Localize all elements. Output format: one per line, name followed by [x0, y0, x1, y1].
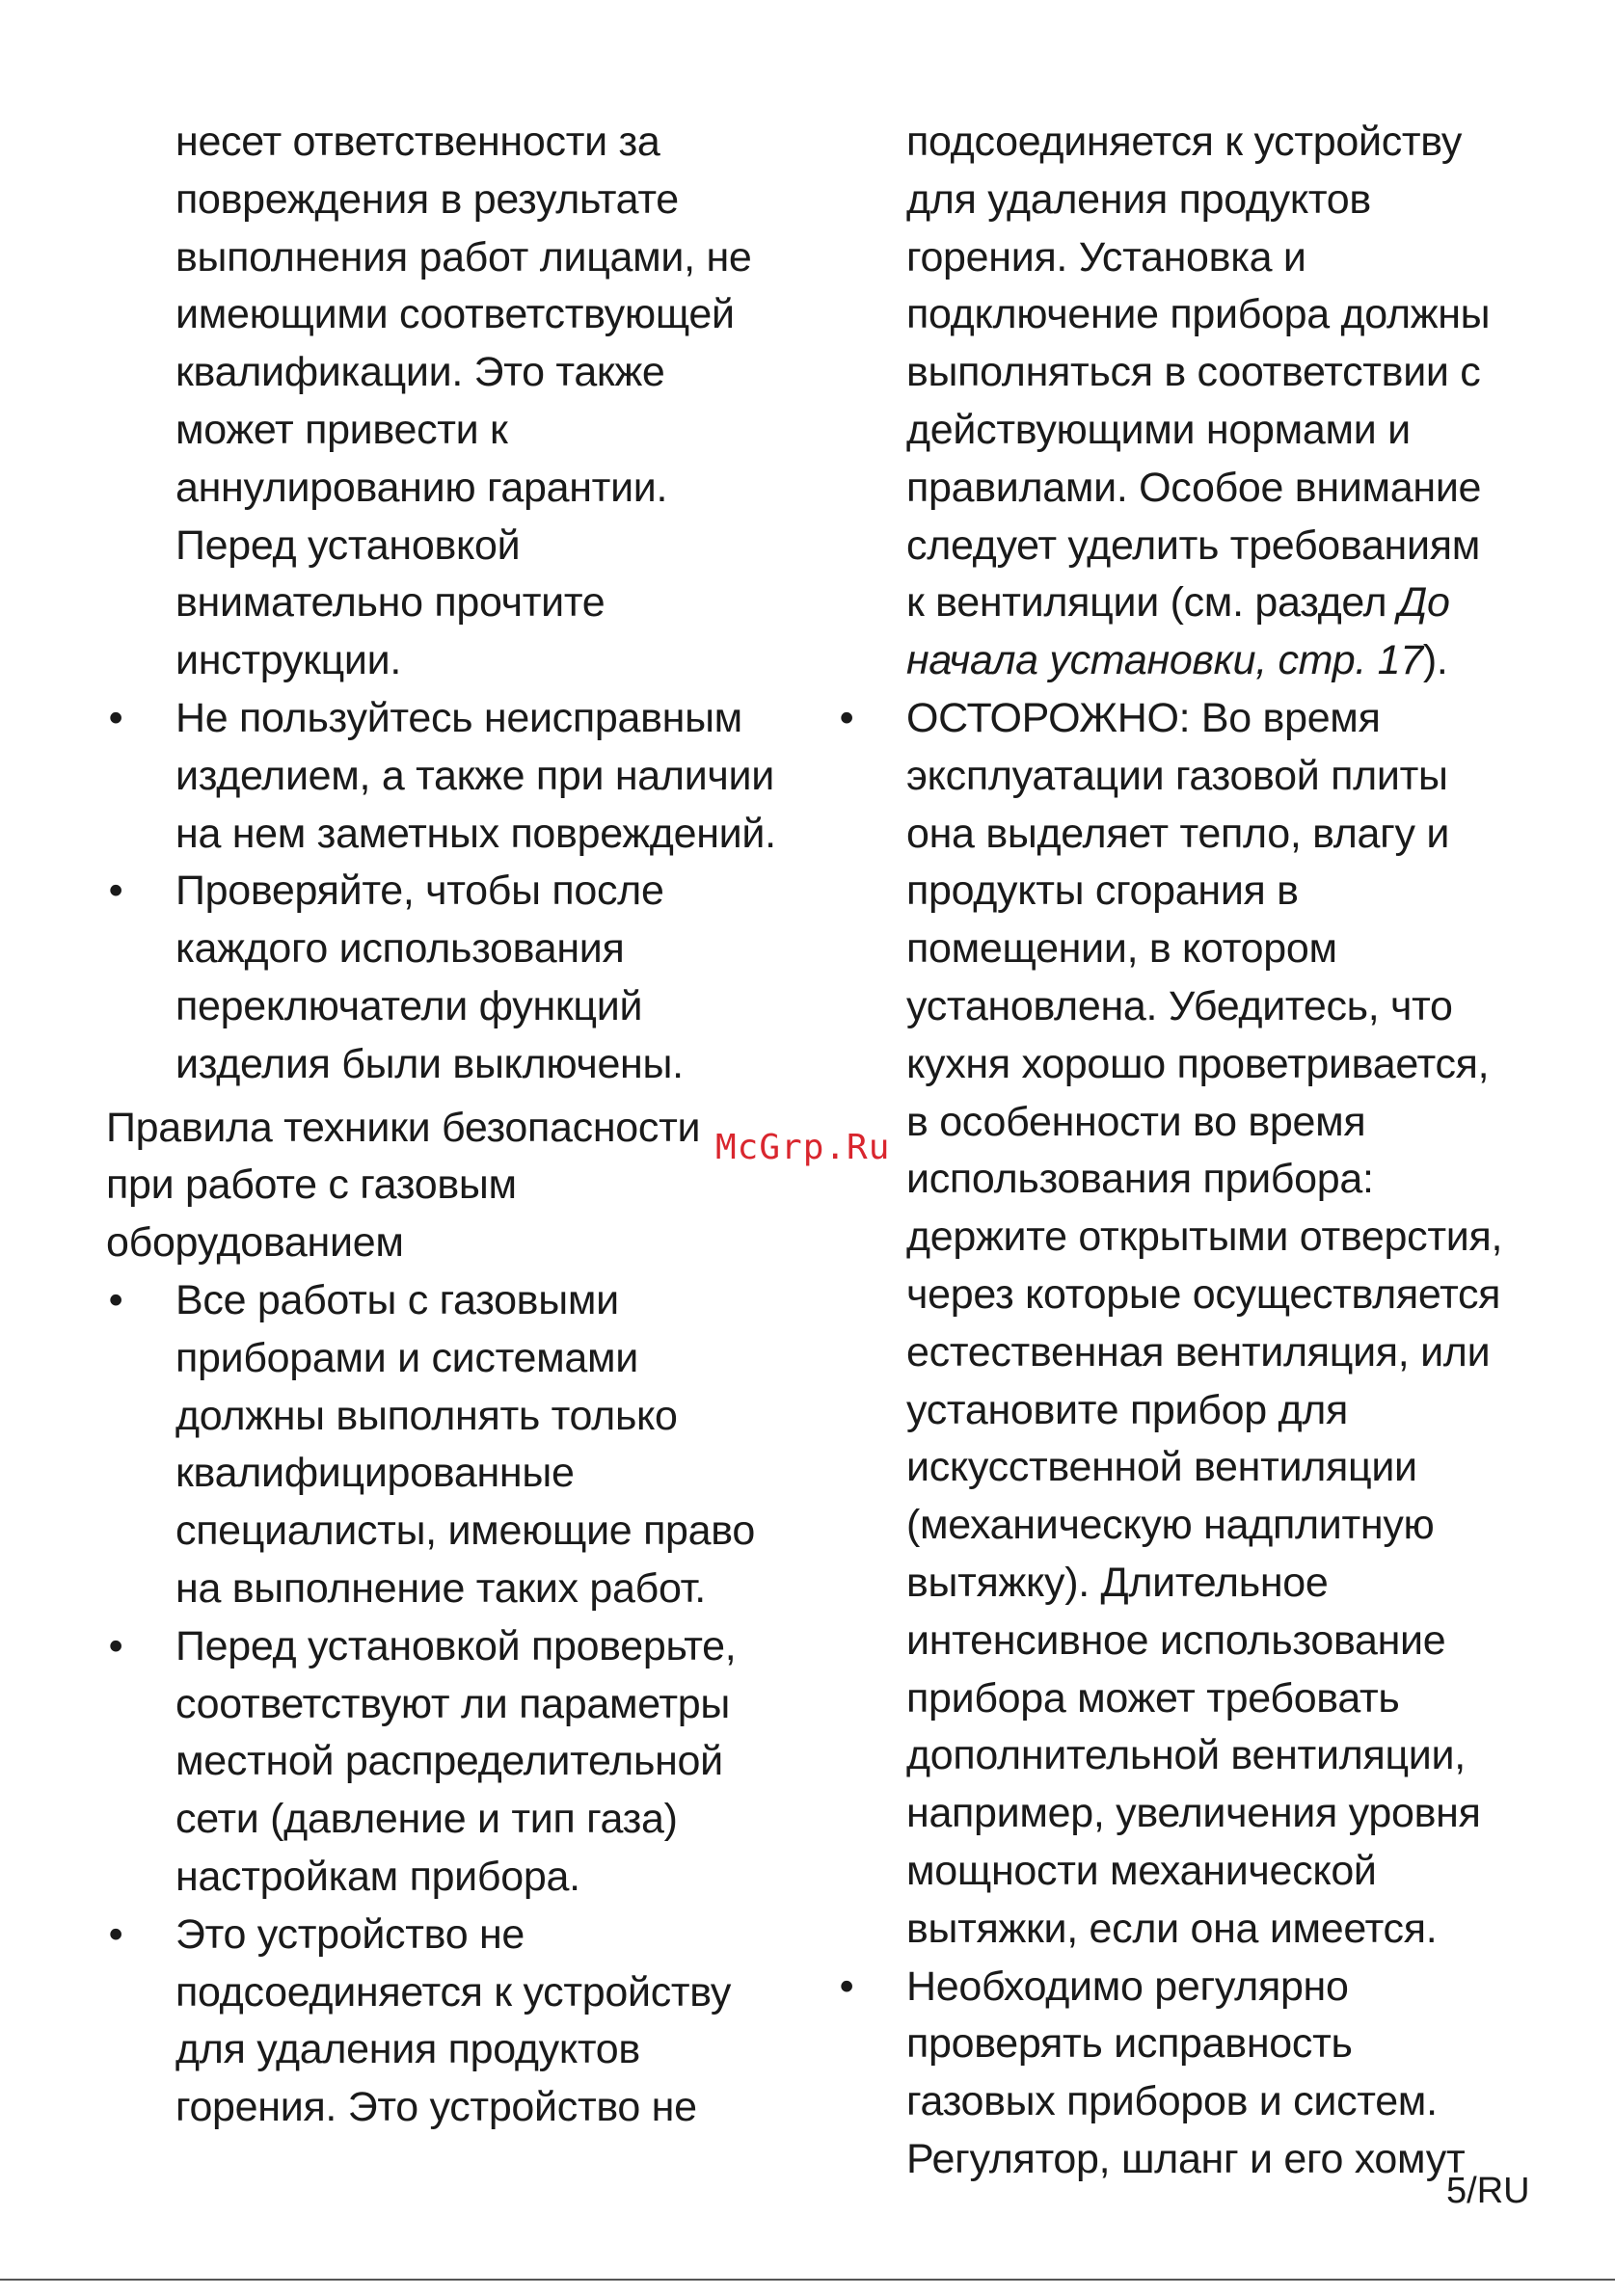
text-line: на нем заметных повреждений. [175, 810, 776, 857]
text-line: естественная вентиляция, или [906, 1328, 1491, 1375]
text-line: правилами. Особое внимание [906, 464, 1482, 511]
text-line: установите прибор для [906, 1386, 1349, 1433]
bullet-item [837, 1959, 1531, 2189]
text-line: выполняться в соответствии с [906, 349, 1481, 396]
text-line: внимательно прочтите [175, 579, 606, 627]
section-heading [106, 1100, 810, 1272]
bullet-item [106, 1907, 810, 2137]
bullet-icon: • [108, 1276, 123, 1323]
bullet-icon: • [839, 694, 854, 741]
text-line: аннулированию гарантии. [175, 464, 668, 511]
text-line: эксплуатации газовой плиты [906, 752, 1448, 799]
text-line [906, 632, 1531, 690]
text-line: на выполнение таких работ. [175, 1564, 706, 1612]
text-line: изделия были выключены. [175, 1040, 684, 1087]
text-line: она выделяет тепло, влагу и [906, 810, 1450, 857]
text-line: подсоединяется к устройству [175, 1968, 732, 2016]
text-line: газовых приборов и систем. [906, 2078, 1438, 2125]
text-line: продукты сгорания в [906, 868, 1299, 915]
bullet-icon: • [108, 694, 123, 741]
right-column [837, 114, 1531, 2189]
right-intro-paragraph [837, 114, 1531, 690]
text-line: для удаления продуктов [906, 175, 1371, 223]
text-line: следует уделить требованиям [906, 521, 1480, 569]
section-reference: начала установки, стр. 17 [906, 637, 1423, 684]
text-line: приборами и системами [175, 1334, 638, 1381]
page-number: 5/RU [1446, 2171, 1530, 2211]
left-column [106, 114, 810, 2137]
bullet-item [106, 690, 810, 863]
text-line: Все работы с газовыми [175, 1276, 619, 1323]
watermark: McGrp.Ru [715, 1128, 891, 1167]
text-line: через которые осуществляется [906, 1270, 1501, 1318]
text-line: Необходимо регулярно [906, 1962, 1349, 2010]
text-line: Перед установкой проверьте, [175, 1622, 737, 1669]
text-fragment: к вентиляции (см. раздел [906, 579, 1398, 627]
text-line: горения. Это устройство не [175, 2084, 697, 2131]
text-line: каждого использования [175, 925, 625, 973]
text-line: использования прибора: [906, 1156, 1374, 1203]
text-line: например, увеличения уровня [906, 1790, 1481, 1837]
text-line: мощности механической [906, 1847, 1377, 1894]
text-line: проверять исправность [906, 2020, 1353, 2068]
text-line: несет ответственности за [175, 119, 660, 165]
text-line: переключатели функций [175, 982, 643, 1029]
text-fragment: ). [1422, 637, 1448, 684]
text-line: интенсивное использование [906, 1616, 1446, 1664]
bullet-item [106, 863, 810, 1093]
text-line: подключение прибора должны [906, 291, 1491, 338]
text-line: искусственной вентиляции [906, 1444, 1417, 1491]
text-line: настройкам прибора. [175, 1853, 580, 1900]
text-line: имеющими соответствующей [175, 291, 735, 338]
text-line: соответствуют ли параметры [175, 1680, 731, 1727]
text-line: выполнения работ лицами, не [175, 233, 752, 280]
text-line: дополнительной вентиляции, [906, 1732, 1466, 1779]
bullet-item [837, 690, 1531, 1959]
bullet-icon: • [108, 1910, 123, 1958]
text-line: Перед установкой [175, 521, 521, 569]
bullet-icon: • [839, 1962, 854, 2010]
bullet-icon: • [108, 868, 123, 915]
text-line: (механическую надплитную [906, 1502, 1435, 1549]
text-line: держите открытыми отверстия, [906, 1214, 1503, 1261]
text-line: местной распределительной [175, 1738, 723, 1785]
text-line: повреждения в результате [175, 175, 679, 223]
text-line: вытяжку). Длительное [906, 1559, 1329, 1606]
text-line: Регулятор, шланг и его хомут [906, 2135, 1466, 2182]
heading-line: оборудованием [106, 1219, 404, 1267]
text-line: установлена. Убедитесь, что [906, 982, 1453, 1029]
bullet-icon: • [108, 1622, 123, 1669]
text-line: для удаления продуктов [175, 2026, 640, 2073]
text-line: ОСТОРОЖНО: Во время [906, 694, 1381, 741]
text-line: горения. Установка и [906, 233, 1306, 280]
text-line: изделием, а также при наличии [175, 752, 774, 799]
bottom-divider [0, 2279, 1615, 2281]
bullet-item [106, 1272, 810, 1618]
text-line: действующими нормами и [906, 406, 1411, 453]
text-line: сети (давление и тип газа) [175, 1796, 678, 1843]
heading-line: при работе с газовым [106, 1161, 517, 1209]
bullet-item [106, 1618, 810, 1907]
text-line: специалисты, имеющие право [175, 1508, 755, 1555]
text-line [906, 574, 1531, 632]
text-line: Проверяйте, чтобы после [175, 868, 664, 915]
text-line: помещении, в котором [906, 925, 1337, 973]
text-line: Не пользуйтесь неисправным [175, 694, 742, 741]
text-line: Это устройство не [175, 1910, 525, 1958]
text-line: может привести к [175, 406, 508, 453]
text-line: вытяжки, если она имеется. [906, 1905, 1438, 1952]
text-line: кухня хорошо проветривается, [906, 1040, 1490, 1087]
text-line: прибора может требовать [906, 1674, 1400, 1722]
text-line: должны выполнять только [175, 1392, 678, 1439]
heading-line: Правила техники безопасности [106, 1104, 701, 1151]
text-line: квалификации. Это также [175, 349, 665, 396]
text-line: инструкции. [175, 637, 402, 684]
text-line: квалифицированные [175, 1450, 575, 1497]
text-line: в особенности во время [906, 1098, 1366, 1145]
left-intro-paragraph [106, 114, 810, 690]
text-line: подсоединяется к устройству [906, 119, 1463, 165]
section-reference: До [1398, 579, 1450, 627]
